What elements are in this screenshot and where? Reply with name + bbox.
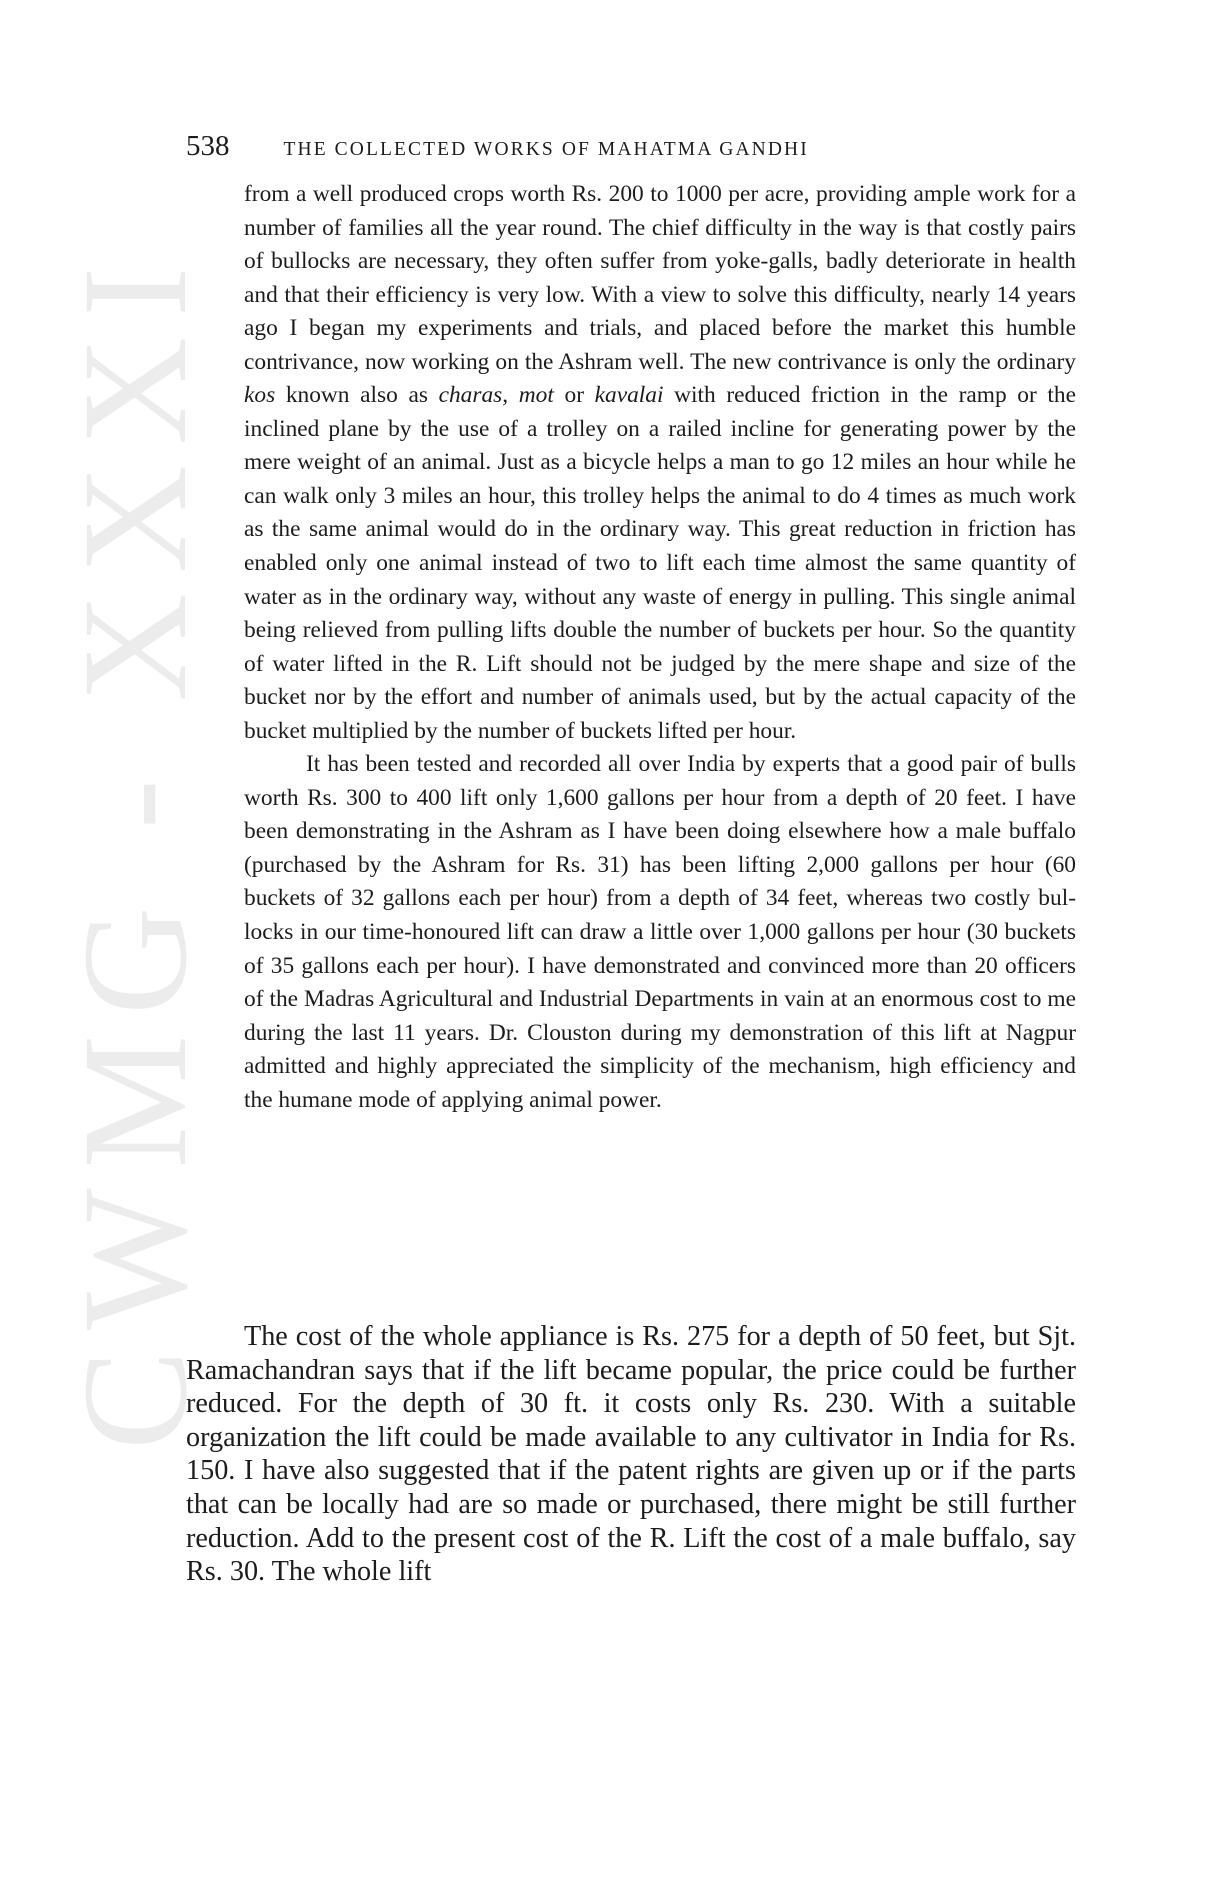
quote-text: known also as xyxy=(275,382,439,409)
body-text xyxy=(186,1320,1076,1589)
running-title: THE COLLECTED WORKS OF MAHATMA GANDHI xyxy=(283,139,809,160)
quote-paragraph-2: It has been tested and recorded all over India by experts that a good pair of bulls worth Rs. 300 to 400 lift only 1,600 gallons per hour from a depth of 20 feet. I have been demonstrating in the Ashram as I have been doing elsewhere how a male buffalo (purchased by the Ashram for Rs. 31) has been lifting 2,000 gallons per hour (60 buckets of 32 gallons each per hour) from a depth of 34 feet, whereas two costly bullocks in our time-honoured lift can draw a little over 1,000 gallons per hour (30 buckets of 35 gallons each per hour). I have demonstrated and convinced more than 20 officers of the Madras Agricultural and Industrial Departments in vain at an enormous cost to me during the last 11 years. Dr. Clouston during my demonstration of this lift at Nagpur admitted and highly appreciated the simplicity of the mechanism, high efficiency and the humane mode of applying animal power. xyxy=(244,751,1076,1113)
term-charas: charas, xyxy=(438,382,509,409)
quoted-passage xyxy=(244,178,1076,1117)
watermark: CWMG - XXXI xyxy=(52,246,218,1450)
quote-paragraph-1 xyxy=(244,178,1076,748)
term-mot: mot xyxy=(518,382,554,409)
quote-text: from a well produced crops worth Rs. 200 to 1000 per acre, providing ample work for a number of families all the year round. The chief difficulty in the way is that costly pairs of bullocks are necessary, they often suffer from yoke-galls, badly deteriorate in health and that their efficiency is very low. With a view to solve this difficulty, nearly 14 years ago I began my experiments and trials, and placed before the market this humble contrivance, now working on the Ashram well. The new contrivance is only the ordinary xyxy=(244,181,1076,375)
body-paragraph-1: The cost of the whole appliance is Rs. 275 for a depth of 50 feet, but Sjt. Ramachandran says that if the lift became popular, the price could be further reduced. For the depth of 30 ft. it costs only Rs. 230. With a suitable organization the lift could be made available to any cultivator in India for Rs. 150. I have also suggested that if the patent rights are given up or if the parts that can be locally had are so made or purchased, there might be still further reduction. Add to the present cost of the R. Lift the cost of a male buffalo, say Rs. 30. The whole lift xyxy=(186,1321,1076,1588)
term-kos: kos xyxy=(244,382,276,409)
quote-text: or xyxy=(553,382,595,409)
term-kavalai: kavalai xyxy=(594,382,664,409)
page-header xyxy=(186,130,1076,163)
quote-text: with reduced friction in the ramp or the inclined plane by the use of a trolley on a railed incline for generating power by the mere weight of an animal. Just as a bicycle helps a man to go 12 miles an hour while he can walk only 3 miles an hour, this trolley helps the animal to do 4 times as much work as the same animal would do in the ordinary way. This great reduction in friction has enabled only one animal instead of two to lift each time almost the same quantity of water as in the ordinary way, without any waste of energy in pulling. This single animal being relieved from pulling lifts double the number of buckets per hour. So the quantity of water lifted in the R. Lift should not be judged by the mere shape and size of the bucket nor by the effort and number of animals used, but by the actual capacity of the bucket multiplied by the number of buckets lifted per hour. xyxy=(244,382,1076,744)
page-number: 538 xyxy=(186,130,230,162)
